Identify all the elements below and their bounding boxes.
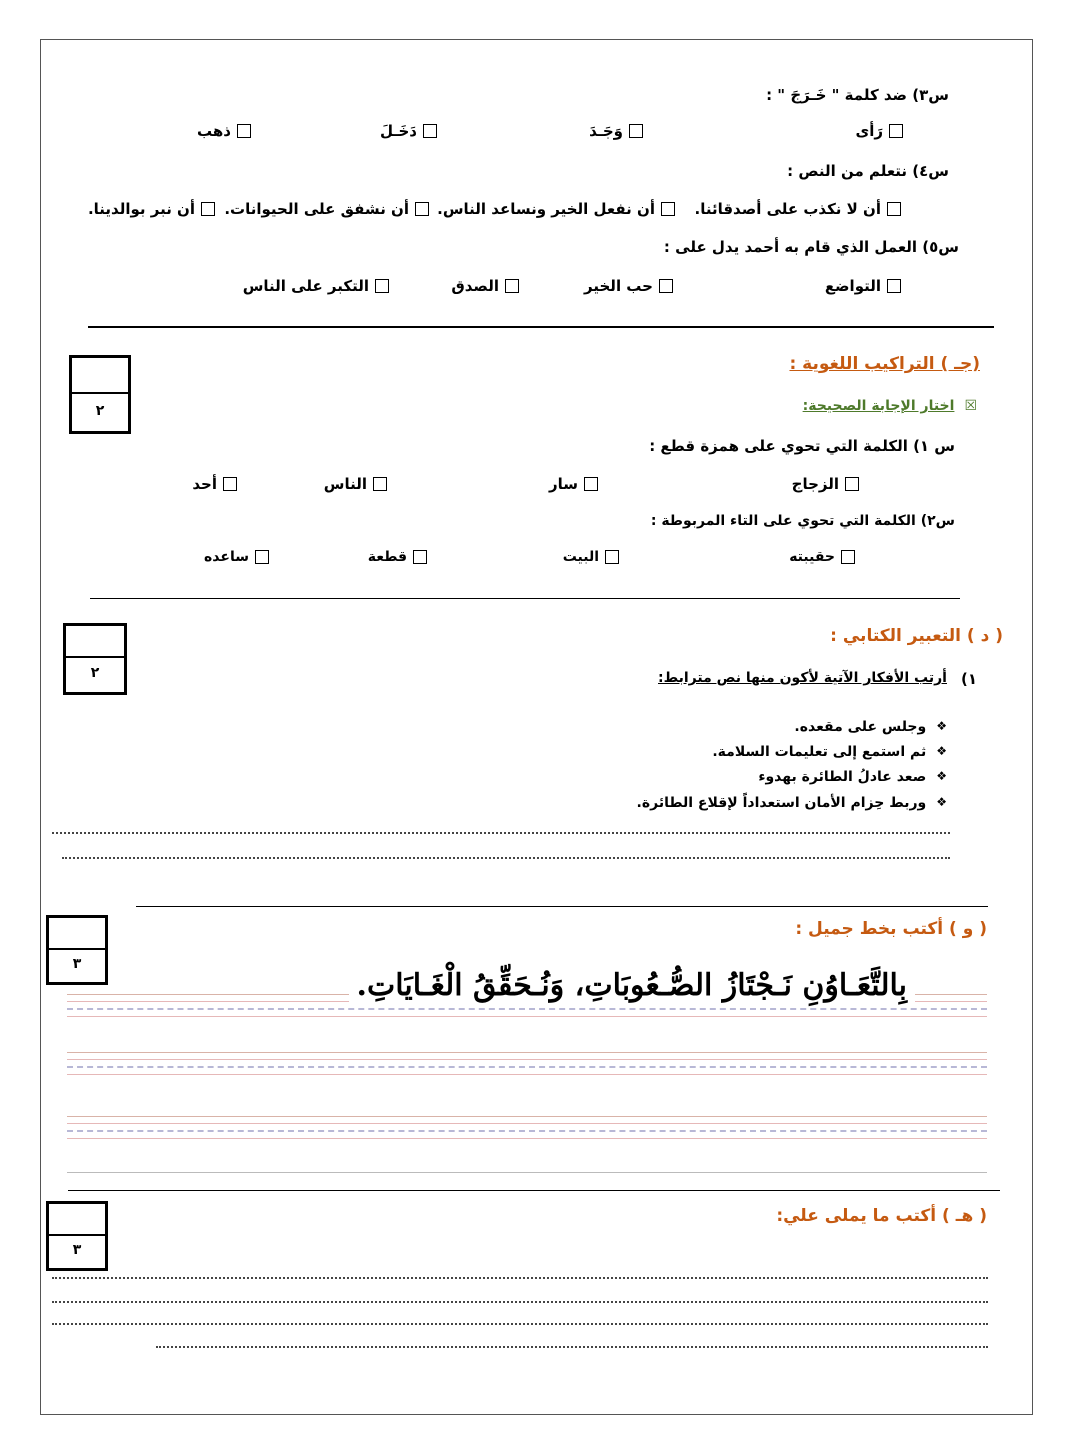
section-divider xyxy=(68,1190,1000,1191)
score-value: ٢ xyxy=(95,403,105,419)
c-q1-option-2[interactable]: سار xyxy=(549,475,598,493)
score-value: ٣ xyxy=(72,956,82,972)
checkbox[interactable] xyxy=(373,477,387,491)
dictation-line[interactable] xyxy=(156,1346,988,1348)
section-d-question xyxy=(658,670,977,688)
score-value: ٣ xyxy=(72,1242,82,1258)
checkbox[interactable] xyxy=(237,124,251,138)
q4-option-4[interactable]: أن نبر بوالدينا. xyxy=(88,200,215,218)
checkbox[interactable] xyxy=(889,124,903,138)
idea-2: ❖ ثم استمع إلى تعليمات السلامة. xyxy=(712,744,947,760)
checkbox[interactable] xyxy=(605,550,619,564)
idea-1: ❖ وجلس على مقعده. xyxy=(794,719,947,735)
score-box-w xyxy=(46,915,108,985)
score-value: ٢ xyxy=(90,665,100,681)
question-text: أرتب الأفكار الآتية لأكون منها نص مترابط: xyxy=(658,670,947,686)
dictation-line[interactable] xyxy=(52,1323,988,1325)
question-5: س٥) العمل الذي قام به أحمد يدل على : xyxy=(663,238,959,256)
instruction xyxy=(803,398,977,414)
q4-option-2[interactable]: أن نفعل الخير ونساعد الناس. xyxy=(437,200,675,218)
checkbox[interactable] xyxy=(423,124,437,138)
section-divider xyxy=(90,598,960,599)
checkbox[interactable] xyxy=(584,477,598,491)
q5-option-1[interactable]: التواضع xyxy=(825,277,901,295)
section-w-title: ( و ) أكتب بخط جميل : xyxy=(795,919,987,939)
bullet-icon: ❖ xyxy=(936,719,947,733)
q4-option-3[interactable]: أن نشفق على الحيوانات. xyxy=(224,200,429,218)
handwriting-lines[interactable] xyxy=(67,1052,987,1078)
q4-option-1[interactable]: أن لا نكذب على أصدقائنا. xyxy=(695,200,901,218)
instruction-text: اختار الإجابة الصحيحة: xyxy=(802,398,955,414)
section-h-title: ( هـ ) أكتب ما يملى علي: xyxy=(776,1206,987,1226)
q5-option-4[interactable]: التكبر على الناس xyxy=(243,277,389,295)
checkbox[interactable] xyxy=(845,477,859,491)
score-box-h xyxy=(46,1201,108,1271)
q5-option-3[interactable]: الصدق xyxy=(451,277,519,295)
checkbox[interactable] xyxy=(415,202,429,216)
checkbox[interactable] xyxy=(505,279,519,293)
score-box-d xyxy=(63,623,127,695)
checkbox[interactable] xyxy=(201,202,215,216)
bullet-icon: ❖ xyxy=(936,769,947,783)
c-q1-option-1[interactable]: الزجاج xyxy=(792,475,859,493)
checkbox[interactable] xyxy=(661,202,675,216)
model-sentence: بِالتَّعَـاوُنِ نَـجْتَازُ الصُّـعُوبَاتِ، وَنُـحَقِّقُ الْغَـايَاتِ. xyxy=(349,968,915,1003)
section-c-q1: س ١) الكلمة التي تحوي على همزة قطع : xyxy=(649,437,955,455)
checkbox[interactable] xyxy=(375,279,389,293)
c-q2-option-2[interactable]: البيت xyxy=(563,549,619,565)
checkbox[interactable] xyxy=(659,279,673,293)
bullet-icon: ❖ xyxy=(936,744,947,758)
checkbox[interactable] xyxy=(255,550,269,564)
question-3: س٣) ضد كلمة " خَـرَجَ " : xyxy=(766,86,949,104)
q3-option-1[interactable]: رَأى xyxy=(855,122,903,140)
section-c-title: (جـ ) التراكيب اللغوية : xyxy=(789,354,980,374)
checkbox[interactable] xyxy=(841,550,855,564)
question-number: ١) xyxy=(960,670,977,688)
answer-line[interactable] xyxy=(52,832,950,834)
handwriting-baseline xyxy=(67,1172,987,1173)
checkbox[interactable] xyxy=(887,202,901,216)
checkbox[interactable] xyxy=(629,124,643,138)
handwriting-lines[interactable] xyxy=(67,1116,987,1142)
section-divider xyxy=(136,906,988,907)
dictation-line[interactable] xyxy=(52,1301,988,1303)
answer-line[interactable] xyxy=(62,857,950,859)
checkbox[interactable] xyxy=(413,550,427,564)
c-q2-option-3[interactable]: قطعة xyxy=(368,549,427,565)
bullet-icon: ❖ xyxy=(936,795,947,809)
q5-option-2[interactable]: حب الخير xyxy=(584,277,673,295)
question-4: س٤) نتعلم من النص : xyxy=(787,162,949,180)
q3-option-4[interactable]: ذهب xyxy=(197,122,251,140)
section-c-q2: س٢) الكلمة التي تحوي على التاء المربوطة : xyxy=(650,513,955,529)
q3-option-2[interactable]: وَجَـدَ xyxy=(589,122,643,140)
dictation-line[interactable] xyxy=(52,1277,988,1279)
checkbox[interactable] xyxy=(223,477,237,491)
checked-box-icon: ☒ xyxy=(964,398,977,414)
section-divider xyxy=(88,326,994,328)
idea-3: ❖ صعد عادلُ الطائرة بهدوء xyxy=(758,769,947,785)
checkbox[interactable] xyxy=(887,279,901,293)
c-q2-option-1[interactable]: حقيبته xyxy=(789,549,855,565)
idea-4: ❖ وربط حِزام الأمان استعداداً لإقلاع الطائرة. xyxy=(636,795,947,811)
section-d-title: ( د ) التعبير الكتابي : xyxy=(830,626,1003,646)
c-q2-option-4[interactable]: ساعده xyxy=(204,549,269,565)
c-q1-option-4[interactable]: أحد xyxy=(192,475,237,493)
score-box-c xyxy=(69,355,131,434)
c-q1-option-3[interactable]: الناس xyxy=(324,475,387,493)
q3-option-3[interactable]: دَخَـلَ xyxy=(380,122,437,140)
